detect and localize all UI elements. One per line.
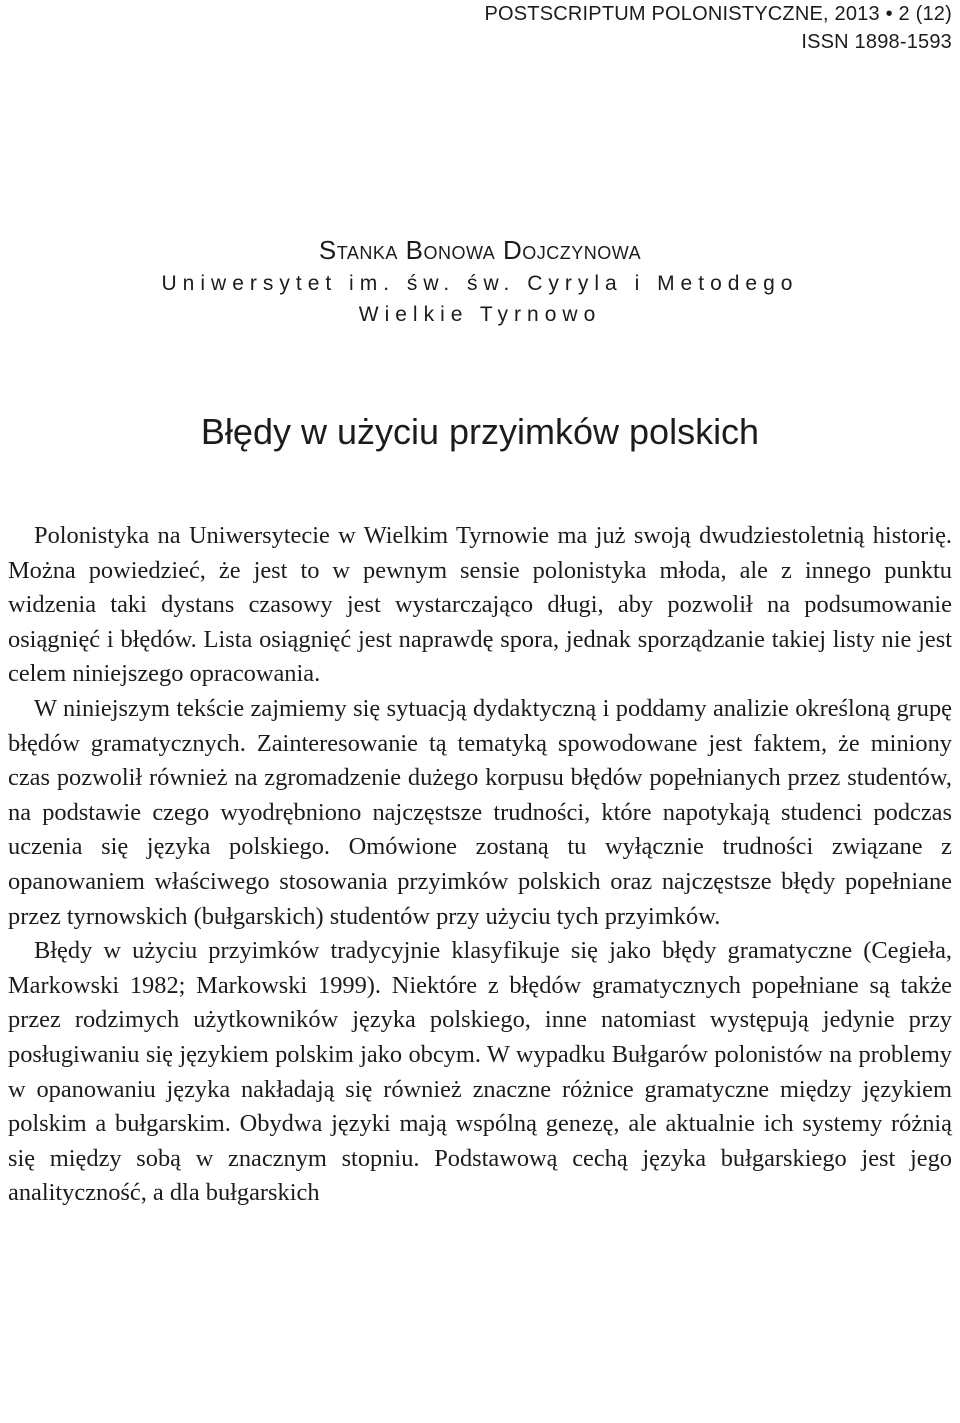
author-block — [0, 232, 960, 330]
affiliation-university: Uniwersytet im. św. św. Cyryla i Metodego — [161, 272, 799, 295]
paragraph: W niniejszym tekście zajmiemy się sytuacją dydaktyczną i poddamy analizie określoną grupę błędów gramatycznych. Zainteresowanie tą tematyką spowodowane jest faktem, że miniony czas pozwolił również na zgromadzenie dużego korpusu błędów popełnianych przez studentów, na podstawie czego wyodrębniono najczęstsze trudności, które napotykają studenci podczas uczenia się języka polskiego. Omówione zostaną tu wyłącznie trudności związane z opanowaniem właściwego stosowania przyimków polskich oraz najczęstsze błędy popełniane przez tyrnowskich (bułgarskich) studentów przy użyciu tych przyimków. — [8, 694, 952, 930]
journal-header — [484, 0, 952, 56]
journal-name-issue: POSTSCRIPTUM POLONISTYCZNE, 2013 • 2 (12) — [484, 3, 952, 25]
article-body — [8, 519, 952, 1211]
article-title: Błędy w użyciu przyimków polskich — [200, 411, 760, 452]
paragraph: Polonistyka na Uniwersytecie w Wielkim Tyrnowie ma już swoją dwudziestoletnią historię. Można powiedzieć, że jest to w pewnym sensie polonistyka młoda, ale z innego punktu widzenia taki dystans czasowy jest wystarczająco długi, aby pozwolił na podsumowanie osiągnięć i błędów. Lista osiągnięć jest naprawdę spora, jednak sporządzanie takiej listy nie jest celem niniejszego opracowania. — [8, 522, 952, 688]
author-name: Stanka Bonowa Dojczynowa — [318, 235, 642, 265]
journal-issn: ISSN 1898-1593 — [801, 31, 952, 53]
affiliation-city: Wielkie Tyrnowo — [358, 303, 602, 326]
paragraph: Błędy w użyciu przyimków tradycyjnie klasyfikuje się jako błędy gramatyczne (Cegieła, Markowski 1982; Markowski 1999). Niektóre z błędów gramatycznych popełniane są także przez rodzimych użytkowników języka polskiego, inne natomiast występują jedynie przy posługiwaniu się językiem polskim jako obcym. W wypadku Bułgarów polonistów na problemy w opanowaniu języka nakładają się również znaczne różnice gramatyczne między językiem polskim a bułgarskim. Obydwa języki mają wspólną genezę, ale aktualnie ich systemy różnią się między sobą w znacznym stopniu. Podstawową cechą języka bułgarskiego jest jego analityczność, a dla bułgarskich — [8, 937, 952, 1207]
